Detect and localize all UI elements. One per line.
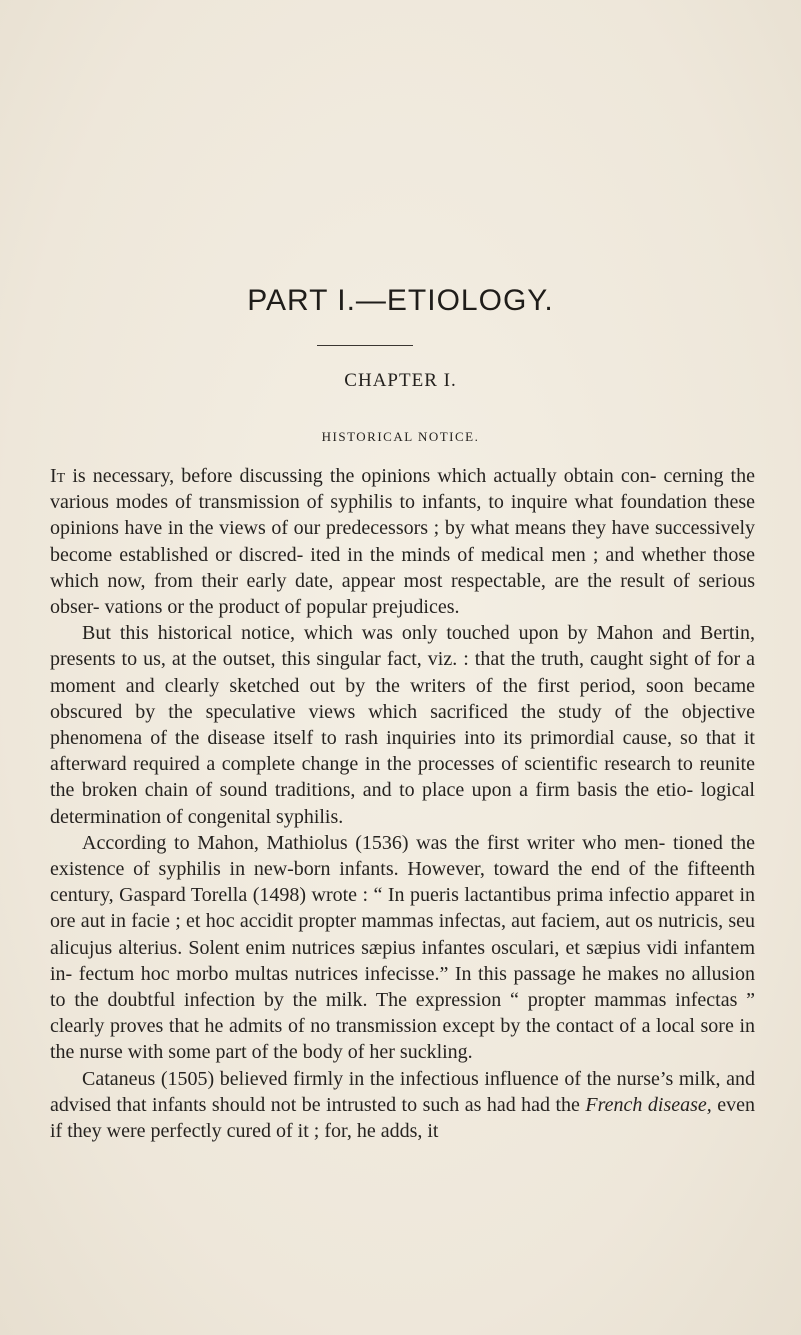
paragraph-2: But this historical notice, which was only touched upon by Mahon and Bertin, presents to us, at the outset, this singular fact, viz. : that the truth, caught sight of for a moment and clearly sketched out by the writers of the first period, soon became obscured by the speculative views which sacrificed the study of the objective phenomena of the disease itself to rash inquiries into its primordial cause, so that it afterward required a complete change in the processes of scientific research to reunite the broken chain of sound traditions, and to place upon a firm basis the etio- logical determination of congenital syphilis.	[50, 622, 755, 828]
chapter-title: CHAPTER I.	[344, 370, 457, 391]
paragraph-3: According to Mahon, Mathiolus (1536) was the first writer who men- tioned the existence of syphilis in new-born infants. However, toward the end of the fifteenth century, Gaspard Torella (1498) wrote : “ In pueris lactantibus prima infectio apparet in ore aut in facie ; et hoc accidit propter mammas infectas, aut faciem, aut os nutricis, seu alicujus alterius. Solent enim nutrices sæpius infantes osculari, et sæpius vidi infantem in- fectum hoc morbo multas nutrices infecisse.” In this passage he makes no allusion to the doubtful infection by the milk. The expression “ propter mammas infectas ” clearly proves that he admits of no transmission except by the contact of a local sore in the nurse with some part of the body of her suckling.	[50, 831, 755, 1064]
paragraph-text: is necessary, before discussing the opinions which actually obtain con- cerning the various modes of transmission of syphilis to infants, to inquire what foundation these opinions have in the views of our predecessors ; by what means they have successively become established or discred- ited in the minds of medical men ; and whether those which now, from their early date, appear most respectable, are the result of serious obser- vations or the product of popular prejudices.	[50, 465, 755, 619]
paragraph-1	[50, 463, 755, 620]
paragraph-text: Cataneus (1505) believed firmly in the infectious influence of the nurse’s milk, and advised that infants should not be intrusted to such as had had the	[50, 1067, 755, 1116]
title-divider	[317, 345, 413, 346]
italic-phrase: French disease,	[585, 1093, 712, 1116]
paragraph-text: even if they were perfectly cured of it ; for, he adds, it	[50, 1093, 755, 1143]
section-title: HISTORICAL NOTICE.	[321, 429, 480, 444]
paragraph-4	[50, 1066, 755, 1145]
part-title: PART I.—ETIOLOGY.	[247, 284, 554, 317]
body-text	[50, 463, 755, 1144]
paragraph-lead-word: It	[50, 465, 66, 487]
